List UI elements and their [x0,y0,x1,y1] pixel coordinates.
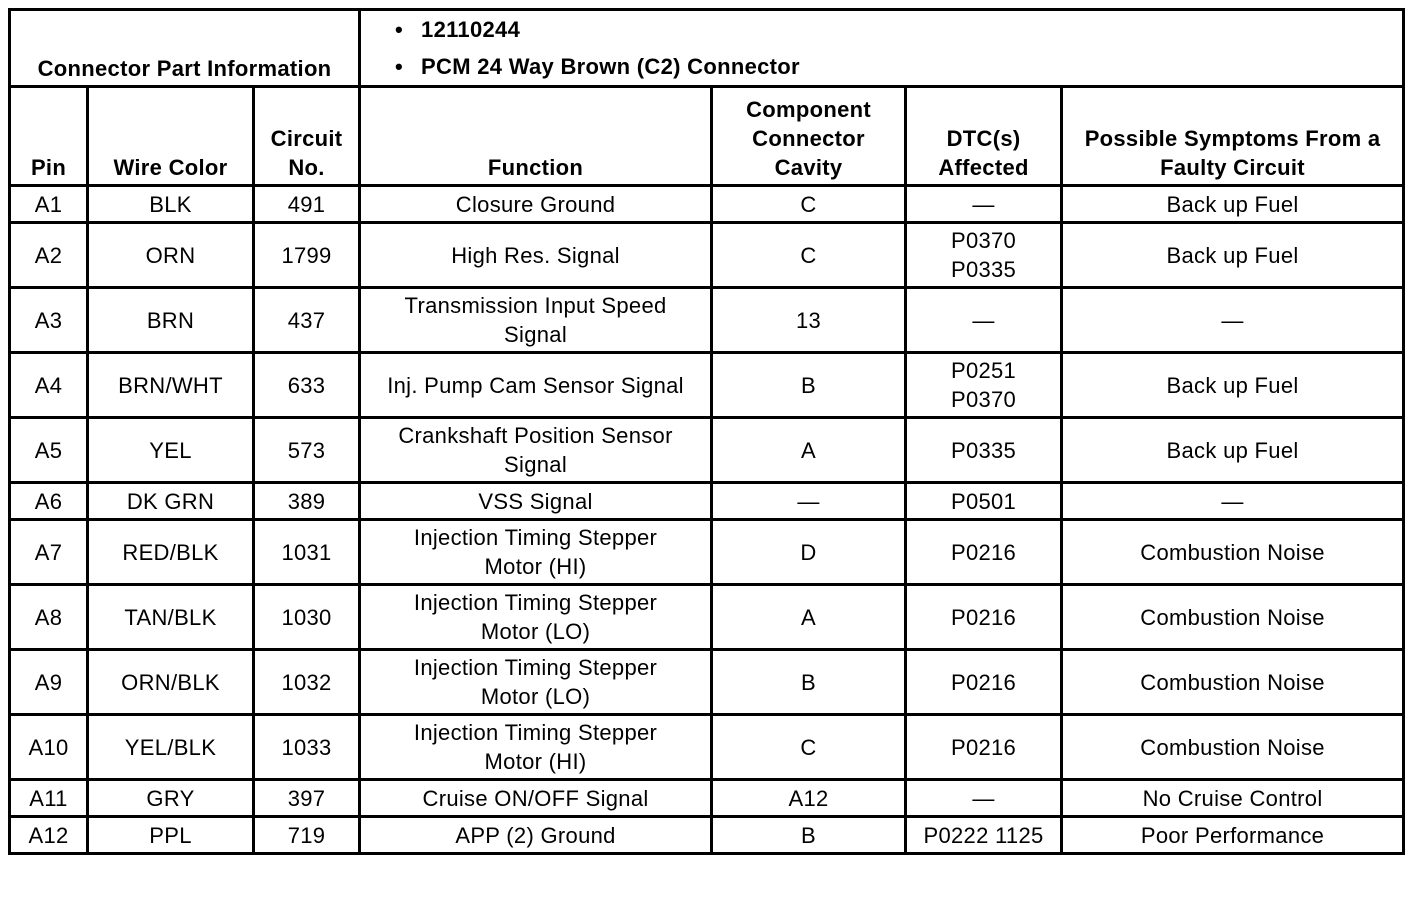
pin-cell-value: A6 [34,488,63,514]
wire-color-cell [88,418,254,483]
function-cell [360,186,712,223]
table-row [10,223,1404,288]
dtcs-cell-line: P0370 [950,228,1017,253]
symptoms-cell [1062,585,1404,650]
pin-cell-value: A5 [34,437,63,463]
circuit-cell [254,353,360,418]
symptoms-cell-value: Back up Fuel [1166,437,1299,463]
connector-info-values [360,10,1404,87]
symptoms-cell-value: Poor Performance [1140,822,1325,848]
function-cell [360,288,712,353]
dtcs-cell-line: P0216 [950,734,1017,760]
pin-cell [10,585,88,650]
wire-color-cell-value: RED/BLK [122,539,219,565]
wire-color-cell-value: BLK [149,191,192,217]
symptoms-cell-value: Combustion Noise [1140,669,1325,695]
symptoms-cell [1062,186,1404,223]
header-wire-color-label: Wire Color [113,155,228,180]
wire-color-cell-value: DK GRN [126,488,215,514]
dtcs-cell-line: — [972,191,995,217]
symptoms-cell [1062,483,1404,520]
function-cell-line: Closure Ground [455,191,616,217]
pin-cell [10,650,88,715]
symptoms-cell [1062,650,1404,715]
dtcs-cell-line: P0501 [950,488,1017,514]
circuit-cell-value: 1030 [281,604,332,630]
bullet-icon: • [395,17,404,42]
dtcs-cell-line: P0335 [950,257,1017,282]
header-function [360,87,712,186]
header-wire-color [88,87,254,186]
circuit-cell-value: 491 [287,191,326,217]
circuit-cell [254,780,360,817]
cavity-cell-value: — [797,488,820,514]
pin-cell [10,418,88,483]
function-cell [360,223,712,288]
circuit-cell [254,585,360,650]
wire-color-cell-value: GRY [146,785,195,811]
circuit-cell [254,650,360,715]
dtcs-cell-line: P0216 [950,539,1017,565]
header-circuit-no-line: Circuit [270,126,343,151]
pin-cell-value: A4 [34,372,63,398]
symptoms-cell [1062,288,1404,353]
circuit-cell [254,817,360,854]
cavity-cell-value: A [801,604,817,630]
cavity-cell [712,585,906,650]
wire-color-cell [88,353,254,418]
table-row [10,585,1404,650]
cavity-cell-value: A12 [788,785,829,811]
wire-color-cell-value: BRN [146,307,195,333]
pin-cell [10,483,88,520]
wire-color-cell [88,186,254,223]
cavity-cell [712,520,906,585]
header-function-label: Function [487,155,584,180]
cavity-cell [712,288,906,353]
symptoms-cell [1062,780,1404,817]
function-cell-line: Transmission Input Speed [404,293,667,318]
circuit-cell-value: 389 [287,488,326,514]
cavity-cell-value: 13 [795,307,822,333]
dtcs-cell [906,817,1062,854]
table-row [10,780,1404,817]
cavity-cell-value: D [800,539,817,565]
wire-color-cell-value: ORN/BLK [121,669,220,695]
table-row [10,418,1404,483]
dtcs-cell [906,288,1062,353]
table-row [10,650,1404,715]
dtcs-cell-line: P0251 [950,358,1017,383]
circuit-cell-value: 633 [287,372,326,398]
function-cell-line: Signal [504,322,568,347]
symptoms-cell-value: — [1221,488,1244,514]
symptoms-cell [1062,715,1404,780]
function-cell [360,817,712,854]
header-component-cavity-line: Connector [752,126,865,151]
dtcs-cell [906,715,1062,780]
table-row [10,817,1404,854]
table-row [10,288,1404,353]
function-cell [360,780,712,817]
header-symptoms [1062,87,1404,186]
dtcs-cell-line: P0370 [950,387,1017,412]
dtcs-cell-line: P0222 1125 [923,822,1044,848]
function-cell-line: Inj. Pump Cam Sensor Signal [387,372,684,398]
wire-color-cell [88,288,254,353]
dtcs-cell-line: P0216 [950,669,1017,695]
dtcs-cell [906,223,1062,288]
pin-cell-value: A2 [34,242,63,268]
dtcs-cell [906,186,1062,223]
cavity-cell-value: C [800,734,817,760]
symptoms-cell-value: Combustion Noise [1140,539,1325,565]
pin-cell-value: A8 [34,604,63,630]
header-dtcs [906,87,1062,186]
wire-color-cell-value: PPL [149,822,192,848]
function-cell-line: Crankshaft Position Sensor [398,423,673,448]
header-dtcs-line: DTC(s) [946,126,1021,151]
dtcs-cell [906,585,1062,650]
bullet-icon: • [395,54,404,79]
cavity-cell [712,186,906,223]
connector-part-number: 12110244 [421,17,521,42]
header-component-cavity [712,87,906,186]
wire-color-cell [88,650,254,715]
wire-color-cell [88,223,254,288]
cavity-cell-value: B [801,669,817,695]
symptoms-cell [1062,817,1404,854]
pin-cell [10,353,88,418]
cavity-cell-value: A [801,437,817,463]
symptoms-cell [1062,223,1404,288]
function-cell-line: Cruise ON/OFF Signal [422,785,649,811]
header-symptoms-line: Possible Symptoms From a [1084,126,1381,151]
header-circuit-no-line: No. [288,155,325,180]
function-cell-line: Injection Timing Stepper [413,525,658,550]
function-cell [360,650,712,715]
connector-info-item [395,11,1398,48]
function-cell-line: Motor (LO) [480,619,591,644]
cavity-cell [712,483,906,520]
wire-color-cell-value: ORN [145,242,196,268]
cavity-cell-value: B [801,822,817,848]
function-cell-line: Motor (LO) [480,684,591,709]
dtcs-cell [906,780,1062,817]
circuit-cell [254,186,360,223]
circuit-cell [254,288,360,353]
function-cell [360,520,712,585]
function-cell-line: Signal [504,452,568,477]
table-row [10,715,1404,780]
pin-cell-value: A7 [34,539,63,565]
pin-cell [10,780,88,817]
wire-color-cell [88,780,254,817]
circuit-cell-value: 1032 [281,669,332,695]
function-cell-line: Injection Timing Stepper [413,655,658,680]
pin-cell-value: A1 [34,191,63,217]
symptoms-cell-value: Back up Fuel [1166,372,1299,398]
header-pin [10,87,88,186]
function-cell-line: Injection Timing Stepper [413,720,658,745]
function-cell-line: Injection Timing Stepper [413,590,658,615]
cavity-cell-value: B [801,372,817,398]
circuit-cell [254,520,360,585]
pin-cell-value: A3 [34,307,63,333]
circuit-cell [254,715,360,780]
dtcs-cell [906,483,1062,520]
wire-color-cell-value: TAN/BLK [124,604,217,630]
function-cell [360,418,712,483]
wire-color-cell-value: BRN/WHT [118,372,223,398]
symptoms-cell-value: Back up Fuel [1166,191,1299,217]
wire-color-cell-value: YEL/BLK [124,734,217,760]
symptoms-cell [1062,353,1404,418]
function-cell-line: High Res. Signal [451,242,620,268]
circuit-cell-value: 573 [287,437,326,463]
wire-color-cell-value: YEL [149,437,192,463]
cavity-cell-value: C [800,191,817,217]
function-cell-line: VSS Signal [478,488,593,514]
function-cell-line: Motor (HI) [484,554,587,579]
pin-cell [10,186,88,223]
circuit-cell-value: 397 [287,785,326,811]
pin-cell [10,223,88,288]
circuit-cell [254,223,360,288]
dtcs-cell [906,520,1062,585]
circuit-cell [254,483,360,520]
cavity-cell [712,223,906,288]
header-component-cavity-line: Component [746,97,871,122]
symptoms-cell-value: Combustion Noise [1140,604,1325,630]
circuit-cell [254,418,360,483]
connector-info-item [395,48,1398,85]
dtcs-cell [906,650,1062,715]
circuit-cell-value: 1033 [281,734,332,760]
wire-color-cell [88,715,254,780]
header-circuit-no [254,87,360,186]
cavity-cell-value: C [800,242,817,268]
circuit-cell-value: 1031 [281,539,332,565]
table-row [10,186,1404,223]
function-cell-line: Motor (HI) [484,749,587,774]
function-cell [360,715,712,780]
symptoms-cell-value: Back up Fuel [1166,242,1299,268]
wire-color-cell [88,483,254,520]
header-component-cavity-line: Cavity [774,155,843,180]
pin-cell [10,817,88,854]
pin-cell-value: A11 [29,785,68,811]
connector-pinout-document [8,8,1402,855]
cavity-cell [712,715,906,780]
dtcs-cell-line: P0335 [950,437,1017,463]
dtcs-cell [906,418,1062,483]
dtcs-cell-line: P0216 [950,604,1017,630]
table-header-row [10,87,1404,186]
pin-cell-value: A12 [28,822,69,848]
symptoms-cell-value: — [1221,307,1244,333]
pin-cell-value: A9 [34,669,63,695]
header-pin-label: Pin [30,155,67,180]
cavity-cell [712,650,906,715]
header-dtcs-line: Affected [938,155,1029,180]
table-row [10,483,1404,520]
header-symptoms-line: Faulty Circuit [1160,155,1305,180]
circuit-cell-value: 437 [287,307,326,333]
table-row [10,353,1404,418]
circuit-cell-value: 719 [287,822,326,848]
function-cell-line: APP (2) Ground [455,822,616,848]
symptoms-cell-value: Combustion Noise [1140,734,1325,760]
wire-color-cell [88,520,254,585]
dtcs-cell-line: — [972,785,995,811]
circuit-cell-value: 1799 [281,242,332,268]
symptoms-cell [1062,418,1404,483]
connector-info-row [10,10,1404,87]
symptoms-cell-value: No Cruise Control [1142,785,1323,811]
symptoms-cell [1062,520,1404,585]
connector-pinout-table [8,8,1405,855]
wire-color-cell [88,817,254,854]
function-cell [360,585,712,650]
pin-cell [10,288,88,353]
cavity-cell [712,353,906,418]
wire-color-cell [88,585,254,650]
pin-cell [10,520,88,585]
pin-cell [10,715,88,780]
function-cell [360,353,712,418]
cavity-cell [712,418,906,483]
function-cell [360,483,712,520]
cavity-cell [712,780,906,817]
table-row [10,520,1404,585]
dtcs-cell [906,353,1062,418]
connector-info-label: Connector Part Information [10,10,360,87]
cavity-cell [712,817,906,854]
connector-description: PCM 24 Way Brown (C2) Connector [421,54,800,79]
pin-cell-value: A10 [28,734,69,760]
dtcs-cell-line: — [972,307,995,333]
